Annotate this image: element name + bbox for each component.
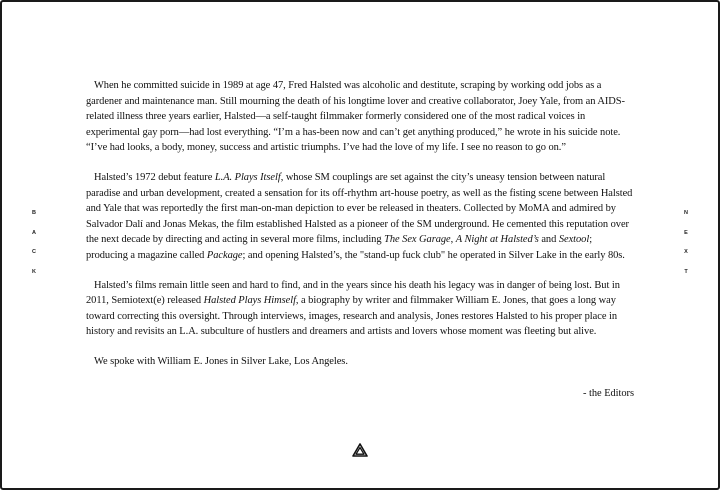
editors-signoff: - the Editors xyxy=(583,387,634,399)
back-letter: A xyxy=(32,229,36,236)
film-title: The Sex Garage xyxy=(384,234,451,246)
next-letter: X xyxy=(684,249,688,255)
paragraph-intro: When he committed suicide in 1989 at age 47, Fred Halsted was alcoholic and destitute, scraping by working odd jobs as a gardener and maintenance man. Still mourning the death of his longtime lover and creative collaborator, Joey Yale, from an AIDS-related illness three years earlier, Halsted—a self-taught filmmaker formerly considered one of the most radical voices in experimental gay porn—had lost everything. “I’m a has-been now and can’t get anything produced,” he wrote in his suicide note. “I’ve had looks, a body, money, success and artistic triumphs. I’ve had the love of my life. I see no reason to go on.” xyxy=(86,80,625,154)
back-letter: K xyxy=(32,268,36,275)
back-letter: B xyxy=(32,210,36,216)
article-body xyxy=(86,78,634,415)
next-letter: E xyxy=(684,229,688,236)
paragraph-debut: Halsted’s 1972 debut feature L.A. Plays Itself, whose SM couplings are set against the city’s uneasy tension between natural paradise and urban development, created a sensation for its off-rhythm art-house poetry, as well as the fisting scene between Halsted and Yale that was reportedly the first man-on-man depiction to ever be released in theaters. Collected by MoMA and admired by Salvador Dalí and Jonas Mekas, the film established Halsted as a pioneer of the SM underground. He cemented this reputation over the next decade by directing and acting in several more films, including The Sex Garage, A Night at Halsted’s and Sextool; producing a magazine called Package; and opening Halsted’s, the "stand-up fuck club" he operated in Silver Lake in the early 80s. xyxy=(86,171,633,261)
back-letter: C xyxy=(32,249,36,255)
paragraph-legacy: Halsted’s films remain little seen and hard to find, and in the years since his death his legacy was in danger of being lost. But in 2011, Semiotext(e) released Halsted Plays Himself, a biography by writer and filmmaker William E. Jones, that goes a long way toward correcting this oversight. Through interviews, images, research and analysis, Jones restores Halsted to his proper place in history and revisits an L.A. subculture of hustlers and dreamers and artists and lovers whose moment was fleeting but alive. xyxy=(86,279,620,338)
next-letter: T xyxy=(684,268,688,275)
film-title: L.A. Plays Itself xyxy=(214,171,281,183)
paragraph-location: We spoke with William E. Jones in Silver Lake, Los Angeles. xyxy=(94,355,348,367)
next-letter: N xyxy=(684,210,688,216)
magazine-title: Package xyxy=(206,249,243,261)
next-link[interactable] xyxy=(681,210,691,288)
film-title: A Night at Halsted’s xyxy=(455,234,539,246)
film-title: Sextool xyxy=(558,234,590,246)
triangle-logo-icon[interactable] xyxy=(352,442,368,456)
back-link[interactable] xyxy=(29,210,39,288)
book-title: Halsted Plays Himself xyxy=(203,295,296,307)
